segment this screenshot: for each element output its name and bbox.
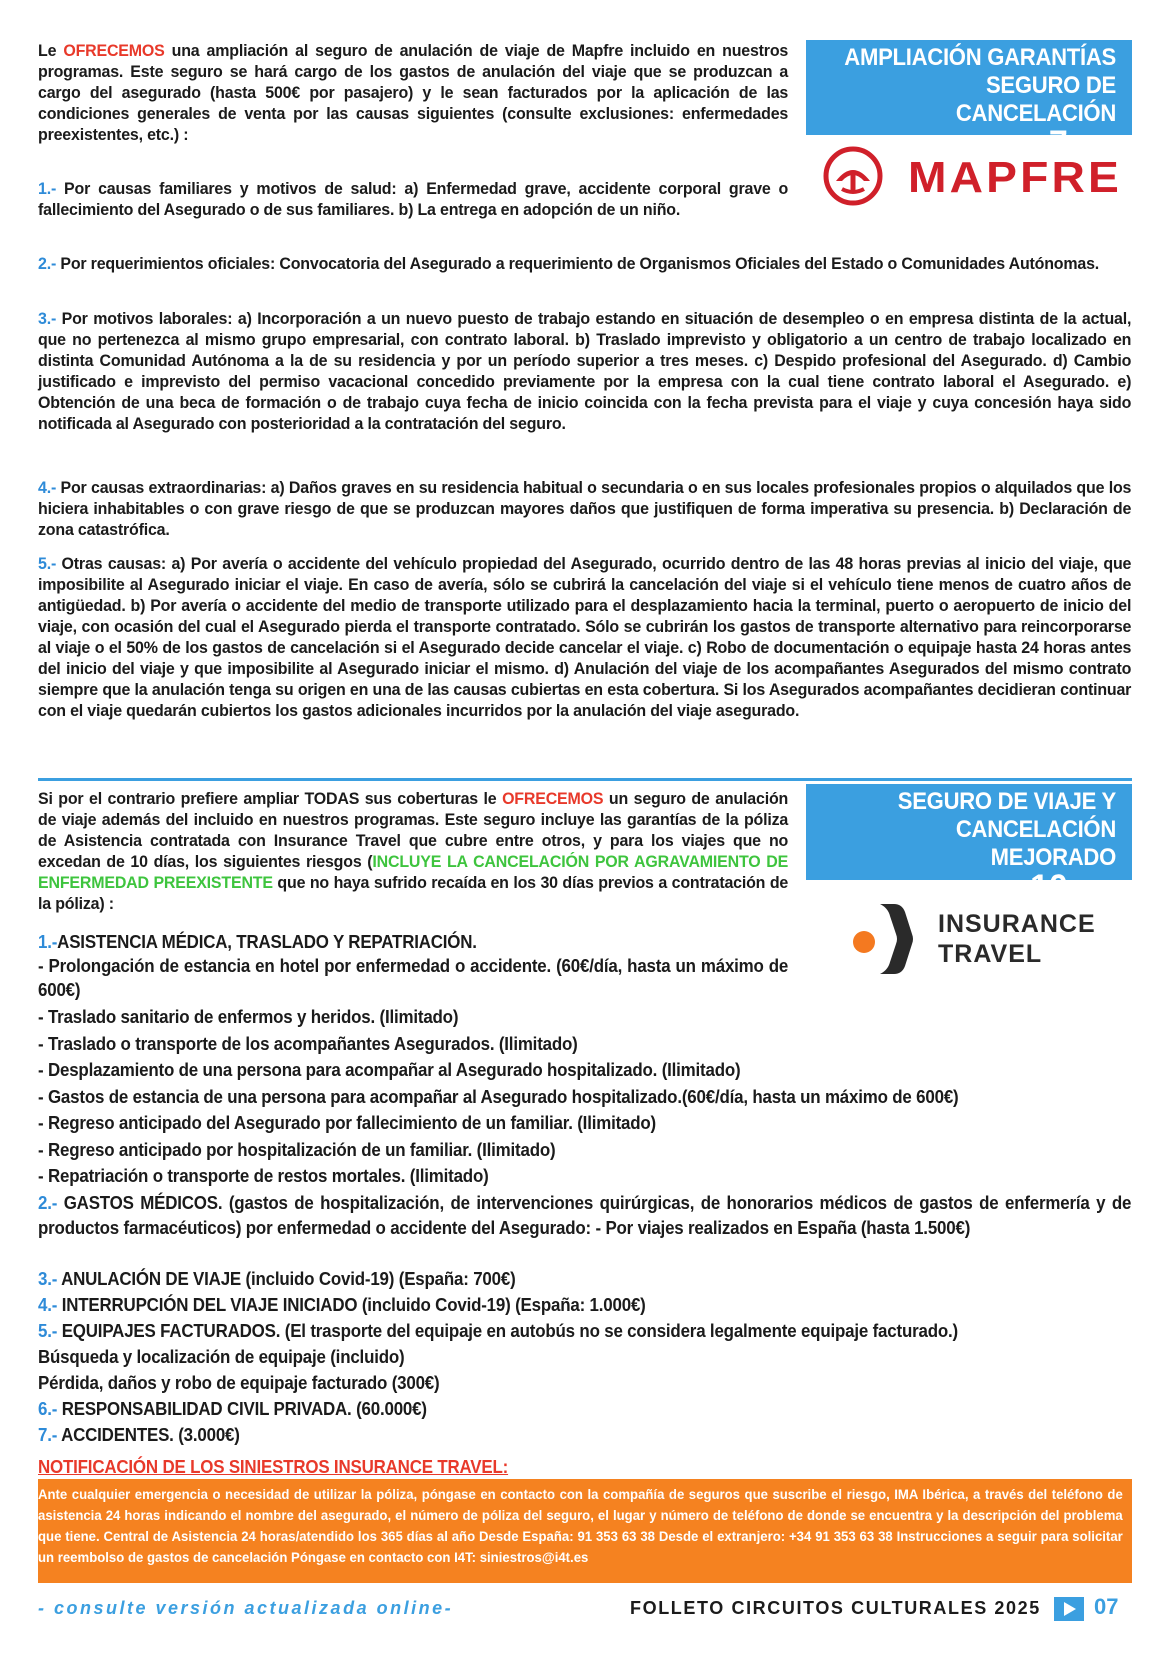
page-number: 07	[1094, 1594, 1119, 1619]
mapfre-item-4: 4.- Por causas extraordinarias: a) Daños graves en su residencia habitual o secundaria o en sus locales profesionales propios o alquilados que los hiciera inhabitables o con grave riesgo de que se produzcan mayores daños que justifiquen de forma imperativa su presencia. b) Declaración de zona catastrófica.	[38, 478, 1132, 539]
mapfre-emblem-icon	[822, 145, 884, 207]
list-item: - Regreso anticipado del Asegurado por fallecimiento de un familiar. (Ilimitado)	[38, 1113, 657, 1133]
play-arrow-icon	[1054, 1597, 1084, 1621]
coverage-1-list	[38, 1004, 1128, 1190]
mapfre-box-price: Por sólo 7€ más	[976, 124, 1116, 162]
coverage-6: 6.- RESPONSABILIDAD CIVIL PRIVADA. (60.000€)	[38, 1399, 427, 1419]
mapfre-box-title-1: AMPLIACIÓN GARANTÍAS	[844, 44, 1116, 71]
offer-highlight: OFRECEMOS	[63, 41, 165, 60]
insurance-logo-line-2: TRAVEL	[938, 940, 1043, 968]
insurance-logo-line-1: INSURANCE	[938, 910, 1096, 938]
list-item: - Repatriación o transporte de restos mortales. (Ilimitado)	[38, 1166, 489, 1186]
notification-box	[38, 1479, 1132, 1583]
mapfre-logo-text: MAPFRE	[908, 153, 1122, 202]
list-item: - Desplazamiento de una persona para acompañar al Asegurado hospitalizado. (Ilimitado)	[38, 1060, 741, 1080]
insurance-box-title-1: SEGURO DE VIAJE Y	[897, 788, 1116, 815]
insurance-box-title-2: CANCELACIÓN MEJORADO	[955, 816, 1116, 871]
insurance-travel-emblem-icon	[850, 898, 914, 980]
list-item: - Traslado sanitario de enfermos y heridos. (Ilimitado)	[38, 1007, 459, 1027]
insurance-intro: Si por el contrario prefiere ampliar TODAS sus coberturas le OFRECEMOS un seguro de anulación de viaje además del incluido en nuestros programas. Este seguro incluye las garantías de la póliza de Asistencia contratada con Insurance Travel que cubre entre otros, y para los viajes que no excedan de 10 días, los siguientes riesgos (INCLUYE LA CANCELACIÓN POR AGRAVAMIENTO DE ENFERMEDAD PREEXISTENTE que no haya sufrido recaída en los 30 días previos a contratación de la póliza) :	[38, 789, 789, 913]
insurance-box-price: Por sólo 10€ más	[957, 868, 1116, 906]
insurance-travel-logo	[850, 898, 1130, 980]
mapfre-item-2: 2.- Por requerimientos oficiales: Convocatoria del Asegurado a requerimiento de Organismos Oficiales del Estado o Comunidades Autónomas.	[38, 254, 1100, 273]
mapfre-offer-box	[806, 40, 1132, 162]
notification-title: NOTIFICACIÓN DE LOS SINIESTROS INSURANCE TRAVEL:	[38, 1457, 509, 1477]
list-item: - Gastos de estancia de una persona para acompañar al Asegurado hospitalizado.(60€/día, hasta un máximo de 600€)	[38, 1086, 959, 1107]
coverage-1-line-1: - Prolongación de estancia en hotel por enfermedad o accidente. (60€/día, hasta un máximo de 600€)	[38, 956, 789, 1000]
coverage-4: 4.- INTERRUPCIÓN DEL VIAJE INICIADO (incluido Covid-19) (España: 1.000€)	[38, 1295, 646, 1315]
list-item: - Traslado o transporte de los acompañantes Asegurados. (Ilimitado)	[38, 1033, 578, 1054]
section-divider	[38, 778, 1132, 781]
insurance-offer-box	[806, 784, 1132, 906]
mapfre-logo	[822, 145, 1122, 207]
coverage-2: 2.- GASTOS MÉDICOS. (gastos de hospitalización, de intervenciones quirúrgicas, de honorarios médicos de gastos de enfermería y de productos farmacéuticos) por enfermedad o accidente del Asegurado: - Por viajes realizados en España (hasta 1.500€)	[38, 1193, 1132, 1238]
coverage-1-title: 1.-ASISTENCIA MÉDICA, TRASLADO Y REPATRIACIÓN.	[38, 932, 477, 952]
preexisting-highlight: INCLUYE LA CANCELACIÓN POR AGRAVAMIENTO DE ENFERMEDAD PREEXISTENTE	[38, 852, 789, 892]
coverage-7: 7.- ACCIDENTES. (3.000€)	[38, 1425, 240, 1445]
mapfre-item-1: 1.- Por causas familiares y motivos de salud: a) Enfermedad grave, accidente corporal grave o fallecimiento del Asegurado o de sus familiares. b) La entrega en adopción de un niño.	[38, 179, 789, 219]
coverage-3: 3.- ANULACIÓN DE VIAJE (incluido Covid-19) (España: 700€)	[38, 1269, 516, 1289]
mapfre-item-3: 3.- Por motivos laborales: a) Incorporación a un nuevo puesto de trabajo estando en situación de desempleo o en empresa distinta de la actual, que no pertenezca al mismo grupo empresarial, con contrato laboral. b) Traslado imprevisto y obligatorio a un centro de trabajo localizado en distinta Comunidad Autónoma a la de su residencia y por un período superior a tres meses. c) Despido profesional del Asegurado. d) Cambio justificado e imprevisto del permiso vacacional concedido previamente por la empresa con la cual tiene contrato laboral el Asegurado. e) Obtención de una beca de formación o de trabajo cuya fecha de inicio coincida con la fecha prevista para el viaje y cuya concesión haya sido notificada al Asegurado con posterioridad a la contratación del seguro.	[38, 309, 1132, 433]
mapfre-intro: Le OFRECEMOS una ampliación al seguro de anulación de viaje de Mapfre incluido en nuestros programas. Este seguro se hará cargo de los gastos de anulación del viaje que se produzcan a cargo del asegurado (hasta 500€ por pasajero) y le sean facturados por la aplicación de las condiciones generales de venta por las causas siguientes (consulte exclusiones: enfermedades preexistentes, etc.) :	[38, 41, 789, 144]
coverage-5-line-b: Pérdida, daños y robo de equipaje facturado (300€)	[38, 1373, 440, 1393]
coverage-5: 5.- EQUIPAJES FACTURADOS. (El trasporte del equipaje en autobús no se considera legalmente equipaje facturado.)	[38, 1321, 958, 1341]
list-item: - Regreso anticipado por hospitalización de un familiar. (Ilimitado)	[38, 1139, 556, 1160]
mapfre-box-title-2: SEGURO DE CANCELACIÓN	[955, 72, 1116, 127]
coverage-list-2	[38, 1266, 1131, 1448]
offer-highlight-2: OFRECEMOS	[502, 789, 604, 808]
notification-text: Ante cualquier emergencia o necesidad de utilizar la póliza, póngase en contacto con la compañía de seguros que suscribe el riesgo, IMA Ibérica, a través del teléfono de asistencia 24 horas indicando el nombre del asegurado, el número de póliza del seguro, el lugar y número de teléfono de donde se encuentra y la descripción del problema que tiene. Central de Asistencia 24 horas/atendido los 365 días al año Desde España: 91 353 63 38 Desde el extranjero: +34 91 353 63 38 Instrucciones a seguir para solicitar un reembolso de gastos de cancelación Póngase en contacto con I4T: siniestros@i4t.es	[38, 1486, 1123, 1565]
coverage-5-line-a: Búsqueda y localización de equipaje (incluido)	[38, 1347, 405, 1367]
footer-online-note: - consulte versión actualizada online-	[38, 1598, 454, 1618]
mapfre-item-5: 5.- Otras causas: a) Por avería o accidente del vehículo propiedad del Asegurado, ocurrido dentro de las 48 horas previas al inicio del viaje, que imposibilite al Asegurado iniciar el viaje. En caso de avería, sólo se cubrirá la cancelación del viaje si el vehículo tiene menos de cuatro años de antigüedad. b) Por avería o accidente del medio de transporte utilizado para el desplazamiento hacia la terminal, puerto o aeropuerto de inicio del viaje, con ocasión del cual el Asegurado pierda el transporte contratado. Sólo se cubrirán los gastos de transporte alternativo para reincorporarse al viaje o el 50% de los gastos de cancelación si el Asegurado decide cancelar el viaje. c) Robo de documentación o equipaje hasta 24 horas antes del inicio del viaje y que imposibilite al Asegurado iniciar el mismo. d) Anulación del viaje de los acompañantes Asegurados del mismo contrato siempre que la anulación tenga su origen en una de las causas cubiertas en esta cobertura. Si los Asegurados acompañantes decidieran continuar con el viaje quedarán cubiertos los gastos adicionales incurridos por la anulación del viaje asegurado.	[38, 554, 1132, 720]
footer-catalog-title: FOLLETO CIRCUITOS CULTURALES 2025	[630, 1598, 1041, 1618]
